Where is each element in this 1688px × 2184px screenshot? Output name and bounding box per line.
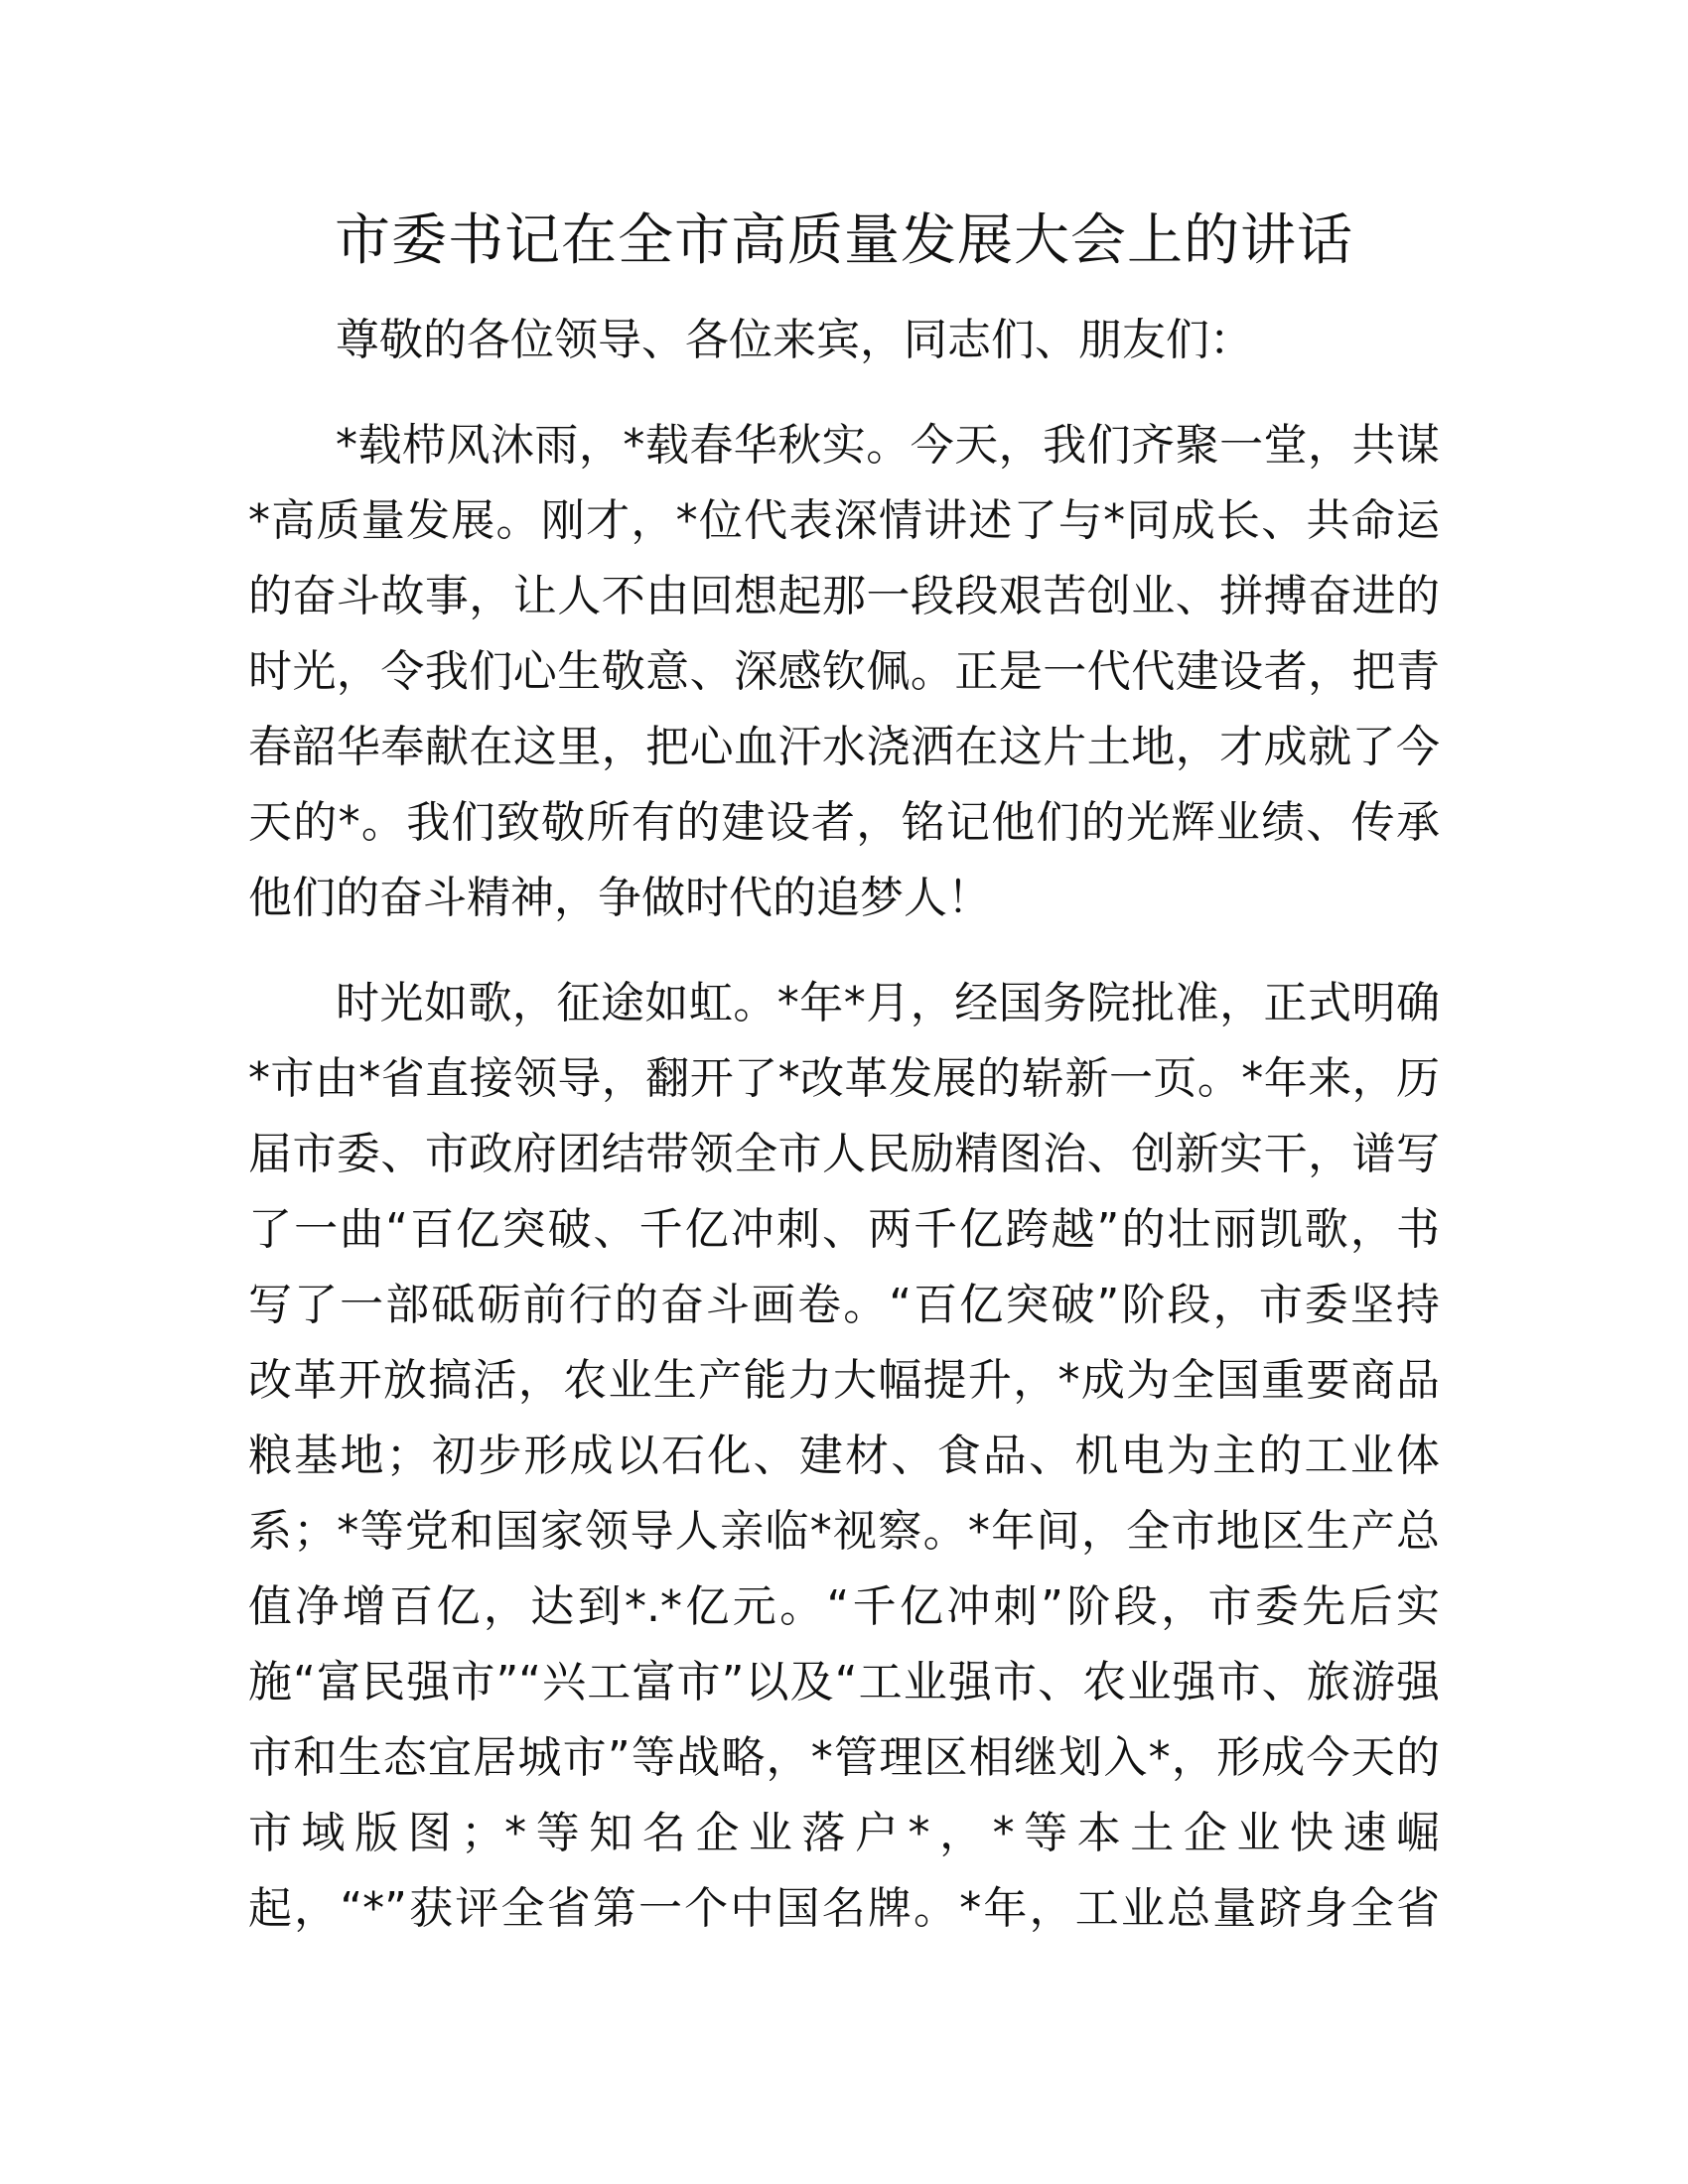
paragraph-line: 时光，令我们心生敬意、深感钦佩。正是一代代建设者，把青 — [248, 646, 1440, 697]
paragraph-line: *高质量发展。刚才，*位代表深情讲述了与*同成长、共命运 — [248, 495, 1440, 546]
paragraph-line: 改革开放搞活，农业生产能力大幅提升，*成为全国重要商品 — [248, 1355, 1440, 1406]
document-title: 市委书记在全市高质量发展大会上的讲话 — [335, 208, 1353, 273]
paragraph-line: 天的*。我们致敬所有的建设者，铭记他们的光辉业绩、传承 — [248, 797, 1440, 848]
paragraph-line: 了一曲“百亿突破、千亿冲刺、两千亿跨越”的壮丽凯歌，书 — [248, 1204, 1440, 1255]
paragraph-2 — [248, 966, 1440, 1947]
paragraph-line: 值净增百亿，达到*.*亿元。“千亿冲刺”阶段，市委先后实 — [248, 1581, 1440, 1632]
paragraph-1 — [248, 408, 1440, 936]
document-body — [248, 303, 1440, 1977]
paragraph-line: 市域版图；*等知名企业落户*，*等本土企业快速崛 — [248, 1808, 1440, 1858]
paragraph-line: *市由*省直接领导，翻开了*改革发展的崭新一页。*年来，历 — [248, 1053, 1440, 1104]
paragraph-line: *载栉风沐雨，*载春华秋实。今天，我们齐聚一堂，共谋 — [336, 420, 1440, 471]
paragraph-line: 粮基地；初步形成以石化、建材、食品、机电为主的工业体 — [248, 1431, 1440, 1481]
paragraph-line: 系；*等党和国家领导人亲临*视察。*年间，全市地区生产总 — [248, 1506, 1440, 1557]
paragraph-line: 他们的奋斗精神，争做时代的追梦人！ — [248, 873, 991, 923]
paragraph-line: 市和生态宜居城市”等战略，*管理区相继划入*，形成今天的 — [248, 1732, 1440, 1783]
paragraph-line: 时光如歌，征途如虹。*年*月，经国务院批准，正式明确 — [336, 978, 1440, 1028]
salutation: 尊敬的各位领导、各位来宾，同志们、朋友们： — [336, 315, 1253, 365]
paragraph-line: 写了一部砥砺前行的奋斗画卷。“百亿突破”阶段，市委坚持 — [248, 1280, 1440, 1330]
paragraph-line: 届市委、市政府团结带领全市人民励精图治、创新实干，谱写 — [248, 1129, 1440, 1179]
paragraph-line: 施“富民强市”“兴工富市”以及“工业强市、农业强市、旅游强 — [248, 1657, 1440, 1707]
paragraph-line: 的奋斗故事，让人不由回想起那一段段艰苦创业、拼搏奋进的 — [248, 571, 1440, 621]
paragraph-line: 起，“*”获评全省第一个中国名牌。*年，工业总量跻身全省 — [248, 1883, 1440, 1934]
paragraph-line: 春韶华奉献在这里，把心血汗水浇洒在这片土地，才成就了今 — [248, 722, 1440, 772]
